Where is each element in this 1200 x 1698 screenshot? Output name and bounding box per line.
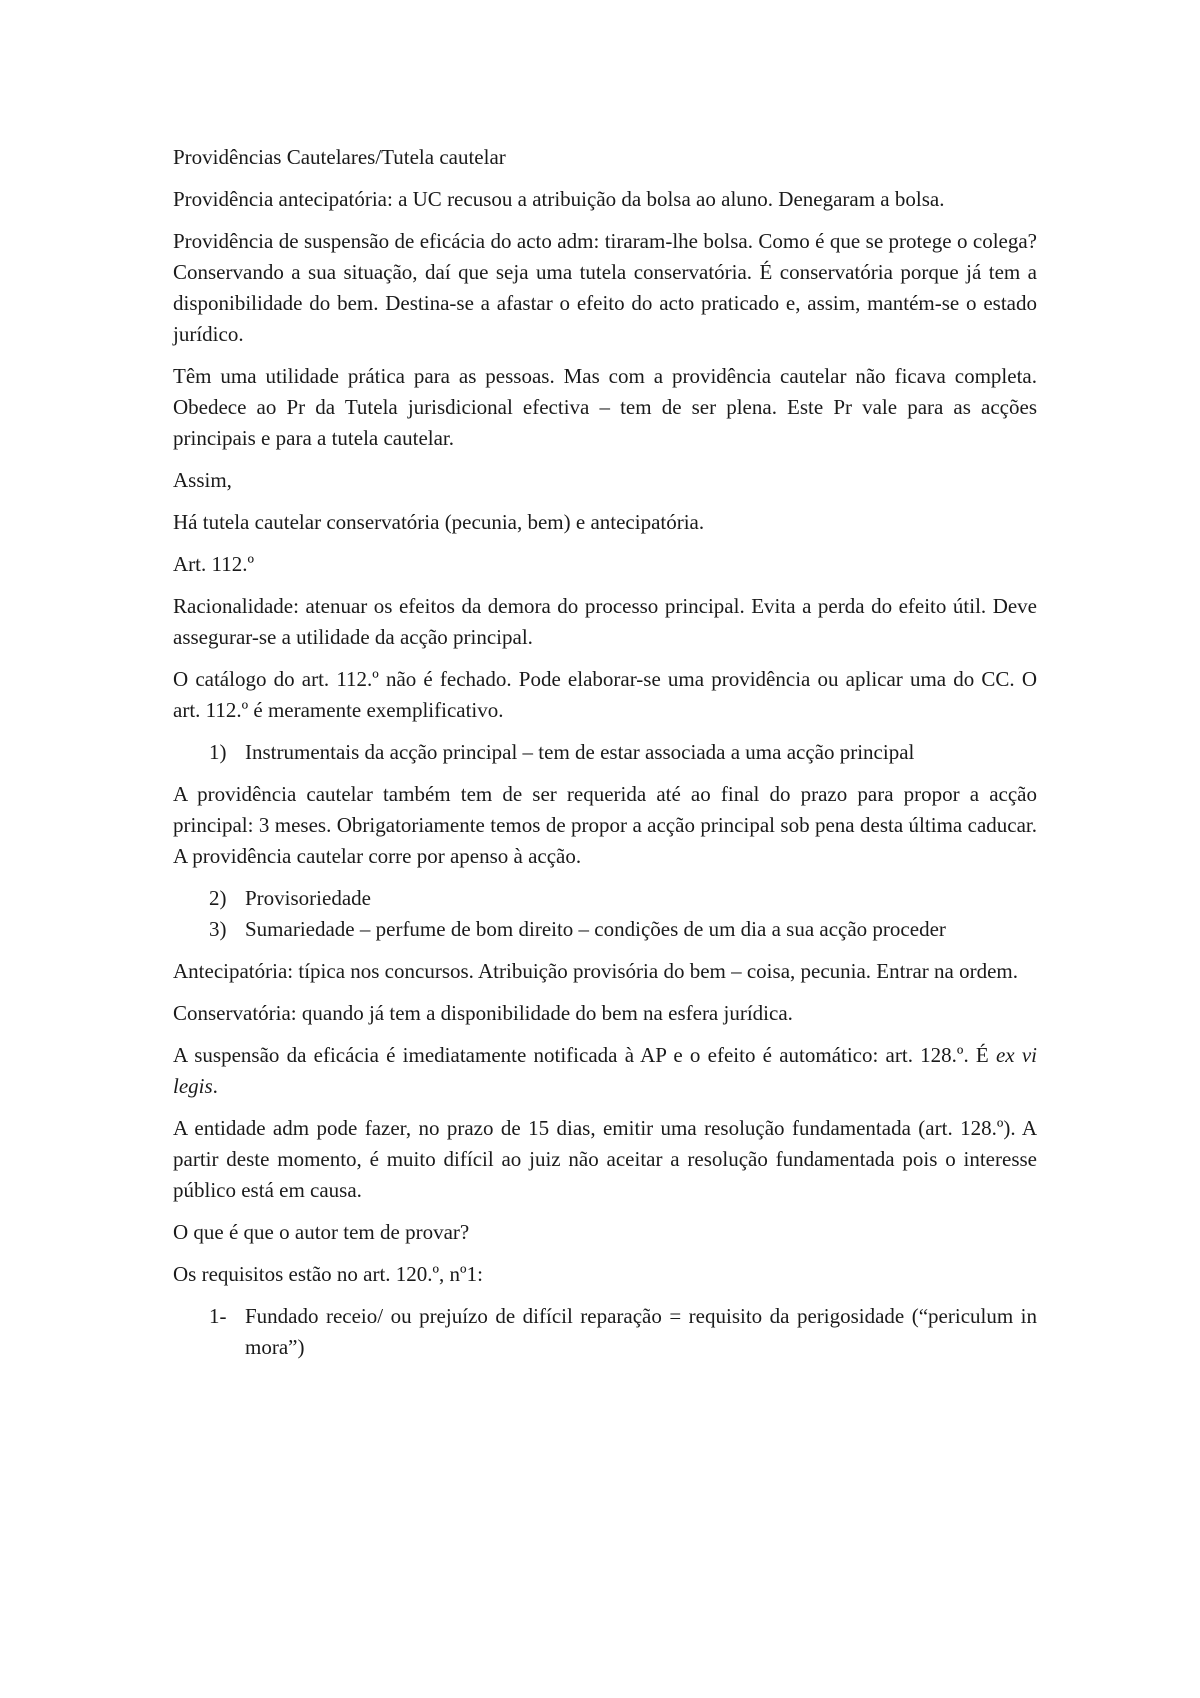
paragraph-suspensao: Providência de suspensão de eficácia do acto adm: tiraram-lhe bolsa. Como é que se protege o colega? Conservando a sua situação, daí que seja uma tutela conservatória. É conservatória porque já tem a disponibilidade do bem. Destina-se a afastar o efeito do acto praticado e, assim, mantém-se o estado jurídico. (173, 229, 1037, 346)
list-item (209, 737, 1037, 768)
latin-term: ex vi legis (173, 1043, 1037, 1098)
paragraph-requisitos: Os requisitos estão no art. 120.º, nº1: (173, 1262, 483, 1286)
document-page (173, 142, 1037, 1374)
list-item (209, 914, 1037, 945)
list-item (209, 1301, 1037, 1363)
list-item-text: Fundado receio/ ou prejuízo de difícil reparação = requisito da perigosidade (“periculum in mora”) (245, 1304, 1037, 1359)
text-run: . (212, 1074, 218, 1098)
list-marker: 2) (209, 886, 227, 910)
list-requisitos-caracteristicas (209, 883, 1037, 945)
paragraph-art-112: Art. 112.º (173, 552, 254, 576)
paragraph-suspensao-eficacia (173, 1040, 1037, 1102)
list-marker: 1- (209, 1304, 227, 1328)
paragraph-conservatoria: Conservatória: quando já tem a disponibilidade do bem na esfera jurídica. (173, 1001, 793, 1025)
paragraph-utilidade: Têm uma utilidade prática para as pessoas. Mas com a providência cautelar não ficava completa. Obedece ao Pr da Tutela jurisdicional efectiva – tem de ser plena. Este Pr vale para as acções principais e para a tutela cautelar. (173, 364, 1037, 450)
paragraph-antecipatoria-tipica: Antecipatória: típica nos concursos. Atribuição provisória do bem – coisa, pecunia. Entrar na ordem. (173, 959, 1018, 983)
list-requisitos (209, 1301, 1037, 1363)
paragraph-racionalidade: Racionalidade: atenuar os efeitos da demora do processo principal. Evita a perda do efeito útil. Deve assegurar-se a utilidade da acção principal. (173, 594, 1037, 649)
paragraph-assim: Assim, (173, 468, 232, 492)
list-instrumentais (209, 737, 1037, 768)
list-marker: 1) (209, 740, 227, 764)
list-marker: 3) (209, 917, 227, 941)
paragraph-catalogo: O catálogo do art. 112.º não é fechado. Pode elaborar-se uma providência ou aplicar uma do CC. O art. 112.º é meramente exemplificativo. (173, 667, 1037, 722)
list-item (209, 883, 1037, 914)
list-item-text: Instrumentais da acção principal – tem de estar associada a uma acção principal (245, 740, 915, 764)
paragraph-antecipatoria: Providência antecipatória: a UC recusou a atribuição da bolsa ao aluno. Denegaram a bolsa. (173, 187, 945, 211)
paragraph-prazo: A providência cautelar também tem de ser requerida até ao final do prazo para propor a acção principal: 3 meses. Obrigatoriamente temos de propor a acção principal sob pena desta última caducar. A providência cautelar corre por apenso à acção. (173, 782, 1037, 868)
paragraph-resolucao-fundamentada: A entidade adm pode fazer, no prazo de 15 dias, emitir uma resolução fundamentada (art. 128.º). A partir deste momento, é muito difícil ao juiz não aceitar a resolução fundamentada pois o interesse público está em causa. (173, 1116, 1037, 1202)
document-title: Providências Cautelares/Tutela cautelar (173, 145, 506, 169)
list-item-text: Provisoriedade (245, 886, 371, 910)
paragraph-pergunta: O que é que o autor tem de provar? (173, 1220, 470, 1244)
text-run: A suspensão da eficácia é imediatamente notificada à AP e o efeito é automático: art. 128.º. É (173, 1043, 996, 1067)
paragraph-tutela-tipos: Há tutela cautelar conservatória (pecunia, bem) e antecipatória. (173, 510, 705, 534)
list-item-text: Sumariedade – perfume de bom direito – condições de um dia a sua acção proceder (245, 917, 946, 941)
